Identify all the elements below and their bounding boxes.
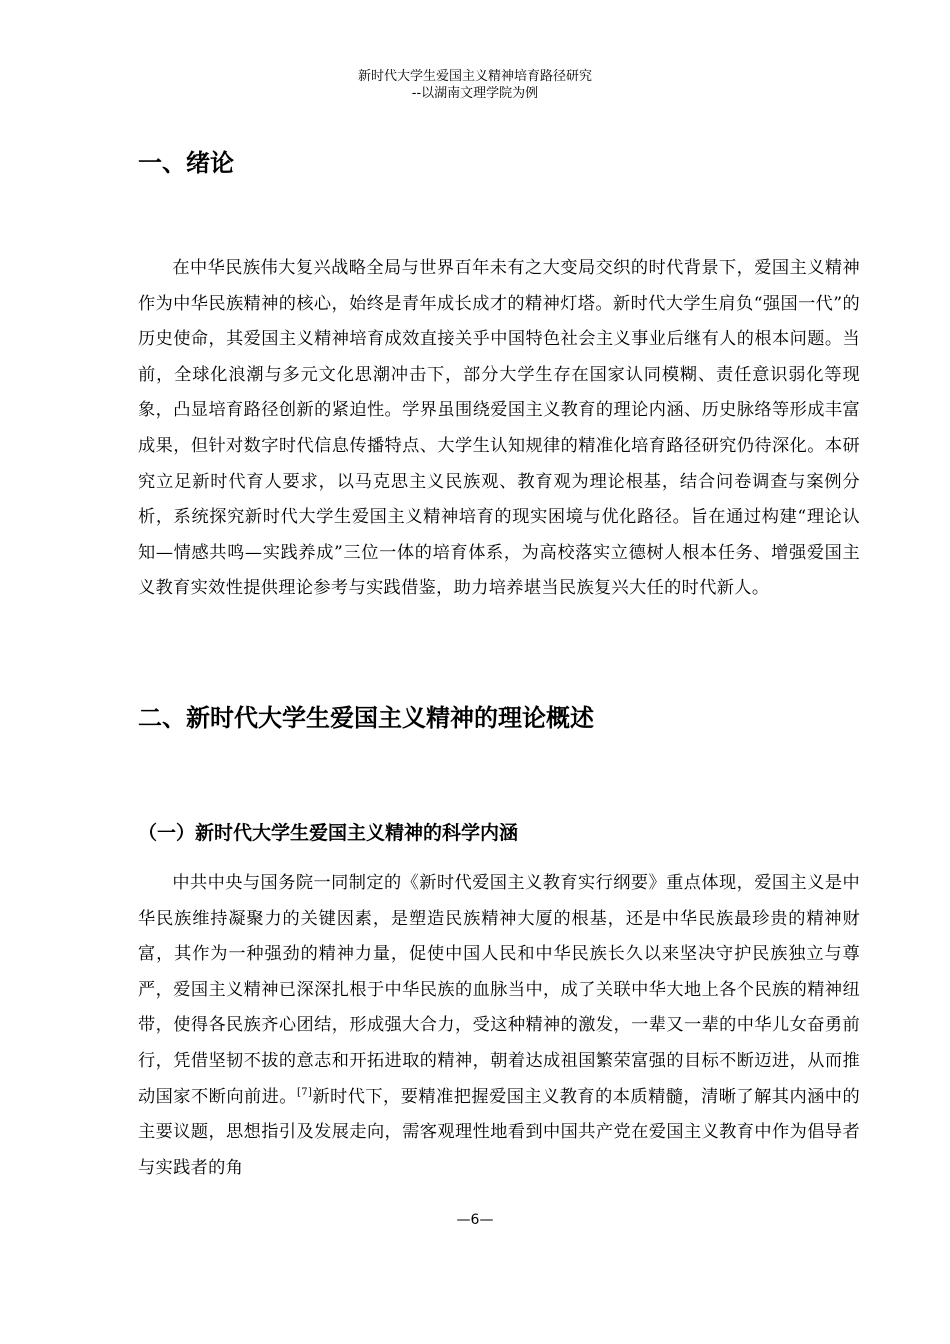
- header-subtitle: --以湖南文理学院为例: [411, 86, 539, 101]
- paragraph-text-part2: 新时代下，要精准把握爱国主义教育的本质精髓，清晰了解其内涵中的主要议题，思想指引及发展走向，需客观理性地看到中国共产党在爱国主义教育中作为倡导者与实践者的角: [138, 1086, 860, 1178]
- citation-marker: [7]: [297, 1086, 313, 1098]
- page-number: —6—: [456, 1212, 494, 1228]
- section-heading-introduction: 一、绪论: [138, 149, 234, 177]
- connotation-paragraph: [138, 866, 860, 1186]
- running-header: [0, 68, 950, 102]
- subsection-heading-connotation: （一）新时代大学生爱国主义精神的科学内涵: [138, 822, 519, 844]
- introduction-paragraph: 在中华民族伟大复兴战略全局与世界百年未有之大变局交织的时代背景下，爱国主义精神作为中华民族精神的核心，始终是青年成长成才的精神灯塔。新时代大学生肩负“强国一代”的历史使命，其爱国主义精神培育成效直接关乎中国特色社会主义事业后继有人的根本问题。当前，全球化浪潮与多元文化思潮冲击下，部分大学生存在国家认同模糊、责任意识弱化等现象，凸显培育路径创新的紧迫性。学界虽围绕爱国主义教育的理论内涵、历史脉络等形成丰富成果，但针对数字时代信息传播特点、大学生认知规律的精准化培育路径研究仍待深化。本研究立足新时代育人要求，以马克思主义民族观、教育观为理论根基，结合问卷调查与案例分析，系统探究新时代大学生爱国主义精神培育的现实困境与优化路径。旨在通过构建“理论认知—情感共鸣—实践养成”三位一体的培育体系，为高校落实立德树人根本任务、增强爱国主义教育实效性提供理论参考与实践借鉴，助力培养堪当民族复兴大任的时代新人。: [138, 258, 860, 599]
- section-heading-theory-overview: 二、新时代大学生爱国主义精神的理论概述: [138, 704, 594, 732]
- header-title: 新时代大学生爱国主义精神培育路径研究: [357, 69, 592, 84]
- paragraph-text-part1: 中共中央与国务院一同制定的《新时代爱国主义教育实行纲要》重点体现，爱国主义是中华民族维持凝聚力的关键因素，是塑造民族精神大厦的根基，还是中华民族最珍贵的精神财富，其作为一种强劲的精神力量，促使中国人民和中华民族长久以来坚决守护民族独立与尊严，爱国主义精神已深深扎根于中华民族的血脉当中，成了关联中华大地上各个民族的精神纽带，使得各民族齐心团结，形成强大合力，受这种精神的激发，一辈又一辈的中华儿女奋勇前行，凭借坚韧不拔的意志和开拓进取的精神，朝着达成祖国繁荣富强的目标不断迈进，从而推动国家不断向前进。: [138, 873, 860, 1107]
